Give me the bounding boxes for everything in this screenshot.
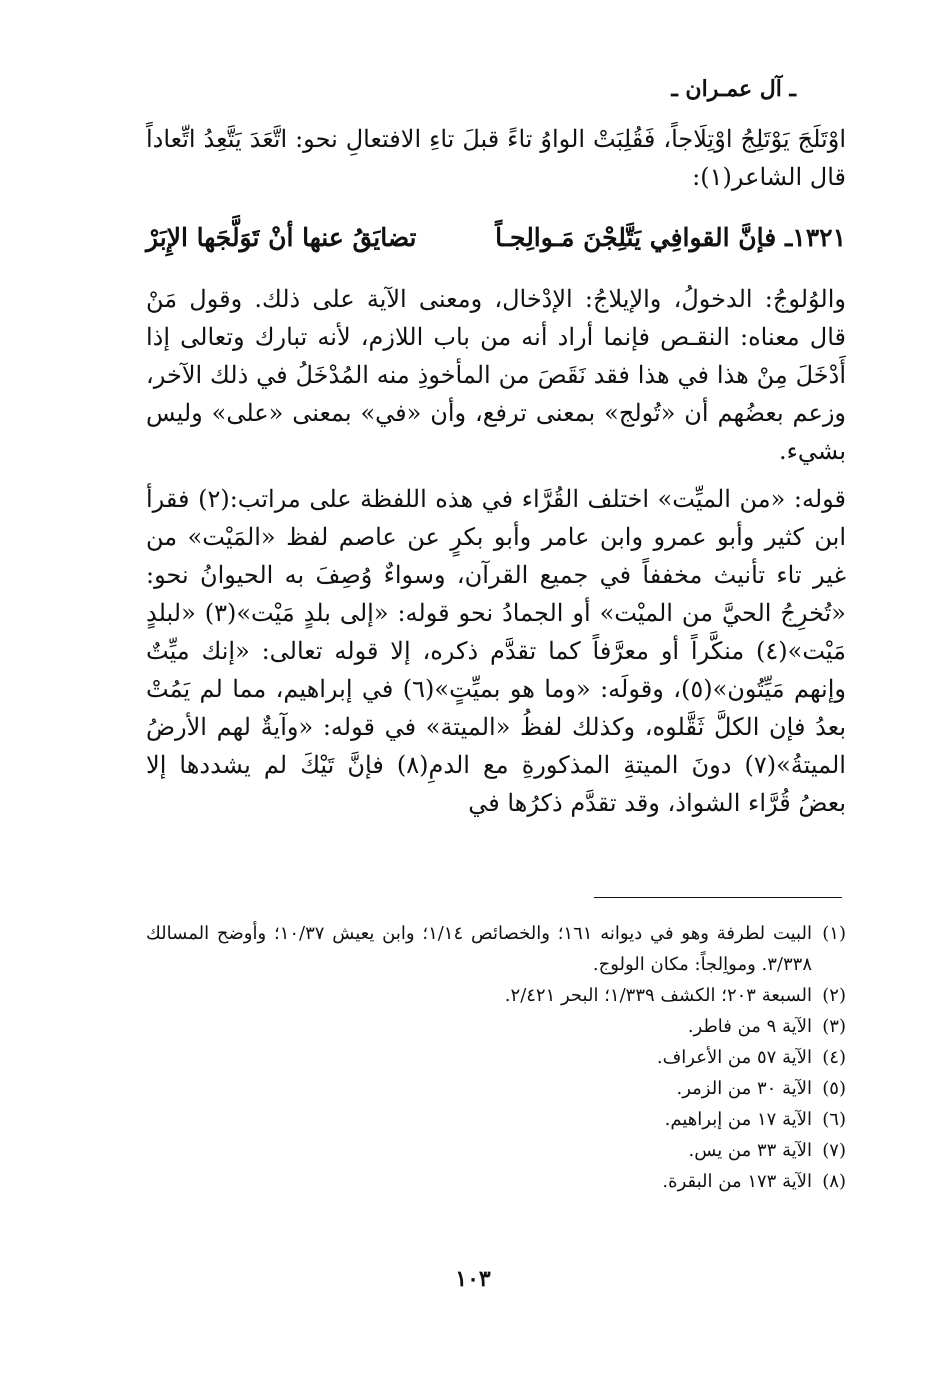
footnote-text: البيت لطرفة وهو في ديوانه ١٦١؛ والخصائص ١/١٤؛ وابن يعيش ١٠/٣٧؛ وأوضح المسالك ٣/٣٣٨. ومواِلجاً: مكان الولوج. [146, 923, 812, 975]
footnote-text: الآية ١٧٣ من البقرة. [662, 1171, 812, 1192]
verse-number: ١٣٢١ـ [784, 223, 846, 252]
main-text [146, 120, 846, 822]
footnote-number: (٦) [822, 1109, 846, 1130]
footnote-number: (٢) [822, 985, 846, 1006]
footnote-number: (٣) [822, 1016, 846, 1037]
footnote-number: (٧) [822, 1140, 846, 1161]
footnote-text: الآية ٥٧ من الأعراف. [656, 1047, 812, 1068]
page-number: ١٠٣ [455, 1266, 491, 1292]
verse-right-hemistich [495, 210, 846, 266]
footnote [146, 1073, 846, 1104]
intro-paragraph: اوْتَلَجَ يَوْتَلِجُ اوْتِلَاجاً، فَقُلِبَتْ الواوُ تاءً قبلَ تاءِ الافتعالِ نحو: اتَّعَدَ يَتَّعِدُ اتِّعاداً قال الشاعر(١): [146, 125, 846, 191]
footnote-text: الآية ٣٣ من يس. [688, 1140, 812, 1161]
footnote [146, 918, 846, 980]
footnote-divider [594, 897, 842, 898]
running-header: ـ آل عمـران ـ [671, 76, 796, 102]
poetry-verse [146, 210, 846, 266]
footnote [146, 1104, 846, 1135]
footnote-number: (١) [822, 923, 846, 944]
footnote-text: الآية ٩ من فاطر. [687, 1016, 812, 1037]
verse-right-text: فإنَّ القوافِي يَتَّلِجْنَ مَـوالِجـاً [495, 223, 777, 252]
footnote [146, 1042, 846, 1073]
footnote-number: (٨) [822, 1171, 846, 1192]
footnote-number: (٤) [822, 1047, 846, 1068]
footnote [146, 980, 846, 1011]
footnote-text: السبعة ٢٠٣؛ الكشف ١/٣٣٩؛ البحر ٢/٤٢١. [504, 985, 812, 1006]
footnote-text: الآية ١٧ من إبراهيم. [664, 1109, 812, 1130]
footnotes [146, 918, 846, 1197]
footnote-number: (٥) [822, 1078, 846, 1099]
verse-left-hemistich: تضايَقُ عنها أنْ تَوَلَّجَها الإِبَرْ [146, 223, 417, 252]
paragraph-1: والوُلوجُ: الدخولُ، والإيلاجُ: الإدْخال، ومعنى الآية على ذلك. وقول مَنْ قال معناه: النقـص فإنما أراد أنه من باب اللازم، لأنه تبارك وتعالى إذا أَدْخَلَ مِنْ هذا في هذا فقد نَقَصَ من المأخوذِ منه المُدْخَلُ في ذلك الآخر، وزعم بعضُهم أن «تُولج» بمعنى ترفع، وأن «في» بمعنى «على» وليس بشيء. [146, 285, 846, 465]
paragraph-2: قوله: «من الميِّت» اختلف القُرَّاء في هذه اللفظة على مراتب:(٢) فقرأ ابن كثير وأبو عمرو وابن عامر وأبو بكرٍ عن عاصم لفظ «المَيْت» من غير تاء تأنيث مخففاً في جميع القرآن، وسواءٌ وُصِفَ به الحيوانُ نحو: «تُخرِجُ الحيَّ من الميْت» أو الجمادُ نحو قوله: «إلى بلدٍ مَيْت»(٣) «لبلدٍ مَيْت»(٤) منكَّراً أو معرَّفاً كما تقدَّم ذكره، إلا قوله تعالى: «إنك ميِّتٌ وإنهم مَيِّتُون»(٥)، وقولَه: «وما هو بميِّتٍ»(٦) في إبراهيم، مما لم يَمُتْ بعدُ فإن الكلَّ ثَقَّلوه، وكذلك لفظُ «الميتة» في قوله: «وآيةٌ لهم الأرضُ الميتةُ»(٧) دونَ الميتةِ المذكورةِ مع الدمِ(٨) فإنَّ تَيْكَ لم يشددها إلا بعضُ قُرَّاء الشواذ، وقد تقدَّم ذكرُها في [146, 485, 847, 817]
footnote-text: الآية ٣٠ من الزمر. [676, 1078, 812, 1099]
footnote [146, 1011, 846, 1042]
footnote [146, 1135, 846, 1166]
footnote [146, 1166, 846, 1197]
